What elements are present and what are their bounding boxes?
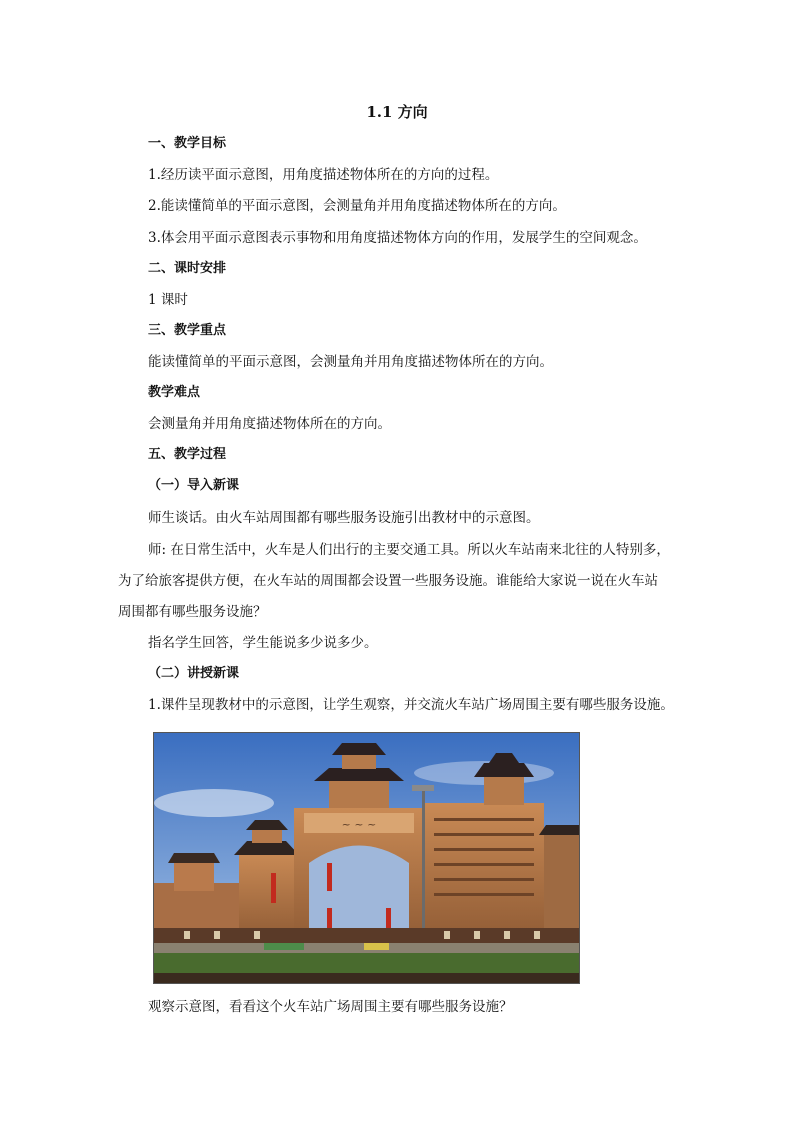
- difficulty-text: 会测量角并用角度描述物体所在的方向。: [148, 416, 391, 432]
- objective-1: 1.经历读平面示意图，用角度描述物体所在的方向的过程。: [148, 167, 499, 183]
- paragraph-teacher-line-1: 师: 在日常生活中，火车是人们出行的主要交通工具。所以火车站南来北往的人特别多，: [148, 542, 670, 558]
- paragraph-teacher-line-2: 为了给旅客提供方便，在火车站的周围都会设置一些服务设施。谁能给大家说一说在火车站: [118, 573, 658, 589]
- keypoints-text: 能读懂简单的平面示意图，会测量角并用角度描述物体所在的方向。: [148, 354, 553, 370]
- paragraph-teacher-line-3: 周围都有哪些服务设施？: [118, 604, 267, 620]
- paragraph-courseware: 1.课件呈现教材中的示意图，让学生观察，并交流火车站广场周围主要有哪些服务设施。: [148, 697, 674, 713]
- subheading-new-lesson: （二）讲授新课: [148, 666, 240, 681]
- schedule-text: 1 课时: [148, 292, 188, 308]
- section-heading-difficulty: 教学难点: [148, 385, 201, 400]
- objective-3: 3.体会用平面示意图表示事物和用角度描述物体方向的作用，发展学生的空间观念。: [148, 230, 647, 246]
- document-title: 1.1 方向: [366, 103, 428, 121]
- section-heading-schedule: 二、课时安排: [148, 261, 227, 276]
- section-heading-objectives: 一、教学目标: [148, 136, 227, 151]
- section-heading-process: 五、教学过程: [148, 447, 227, 462]
- subheading-intro: （一）导入新课: [148, 478, 240, 493]
- section-heading-keypoints: 三、教学重点: [148, 323, 227, 338]
- objective-2: 2.能读懂简单的平面示意图，会测量角并用角度描述物体所在的方向。: [148, 198, 566, 214]
- paragraph-students-answer: 指名学生回答，学生能说多少说多少。: [148, 635, 378, 651]
- svg-text:~ ~ ~: ~ ~ ~: [341, 818, 377, 831]
- paragraph-observe: 观察示意图，看看这个火车站广场周围主要有哪些服务设施？: [148, 999, 513, 1015]
- paragraph-dialogue: 师生谈话。由火车站周围都有哪些服务设施引出教材中的示意图。: [148, 510, 540, 526]
- train-station-photo: [153, 732, 580, 984]
